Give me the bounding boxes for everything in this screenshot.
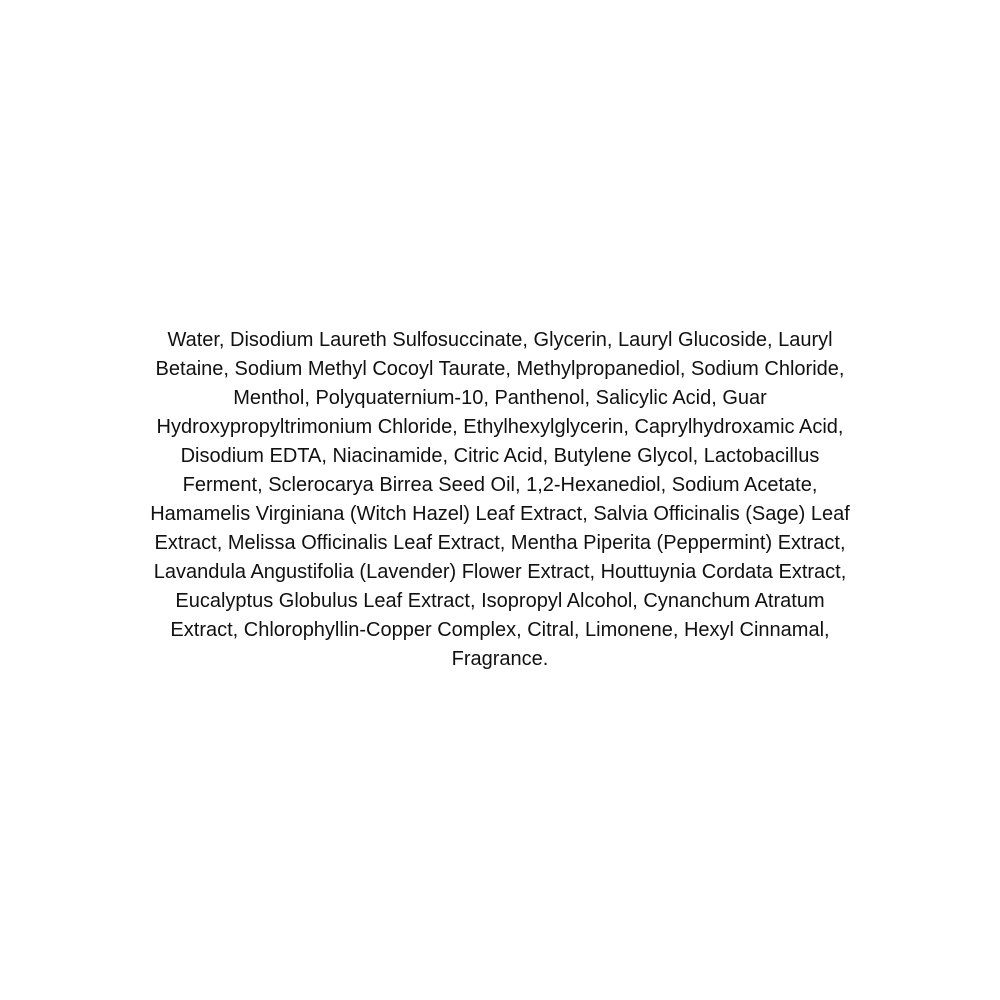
ingredients-line: Lavandula Angustifolia (Lavender) Flower Extract, Houttuynia Cordata Extract,	[153, 561, 847, 583]
ingredients-line: Water, Disodium Laureth Sulfosuccinate, Glycerin, Lauryl Glucoside, Lauryl	[167, 329, 833, 351]
ingredients-line: Betaine, Sodium Methyl Cocoyl Taurate, Methylpropanediol, Sodium Chloride,	[155, 358, 845, 380]
ingredients-line: Disodium EDTA, Niacinamide, Citric Acid, Butylene Glycol, Lactobacillus	[180, 445, 820, 467]
ingredients-line: Eucalyptus Globulus Leaf Extract, Isopropyl Alcohol, Cynanchum Atratum	[175, 590, 825, 612]
ingredients-line: Hamamelis Virginiana (Witch Hazel) Leaf Extract, Salvia Officinalis (Sage) Leaf	[150, 503, 850, 525]
ingredients-list	[105, 326, 895, 674]
ingredients-line: Extract, Chlorophyllin-Copper Complex, Citral, Limonene, Hexyl Cinnamal,	[170, 619, 830, 641]
ingredients-line: Menthol, Polyquaternium-10, Panthenol, Salicylic Acid, Guar	[233, 387, 767, 409]
ingredients-line: Fragrance.	[451, 648, 549, 670]
ingredients-line: Extract, Melissa Officinalis Leaf Extract, Mentha Piperita (Peppermint) Extract,	[154, 532, 846, 554]
ingredients-line: Ferment, Sclerocarya Birrea Seed Oil, 1,2-Hexanediol, Sodium Acetate,	[182, 474, 818, 496]
ingredients-line: Hydroxypropyltrimonium Chloride, Ethylhexylglycerin, Caprylhydroxamic Acid,	[156, 416, 844, 438]
